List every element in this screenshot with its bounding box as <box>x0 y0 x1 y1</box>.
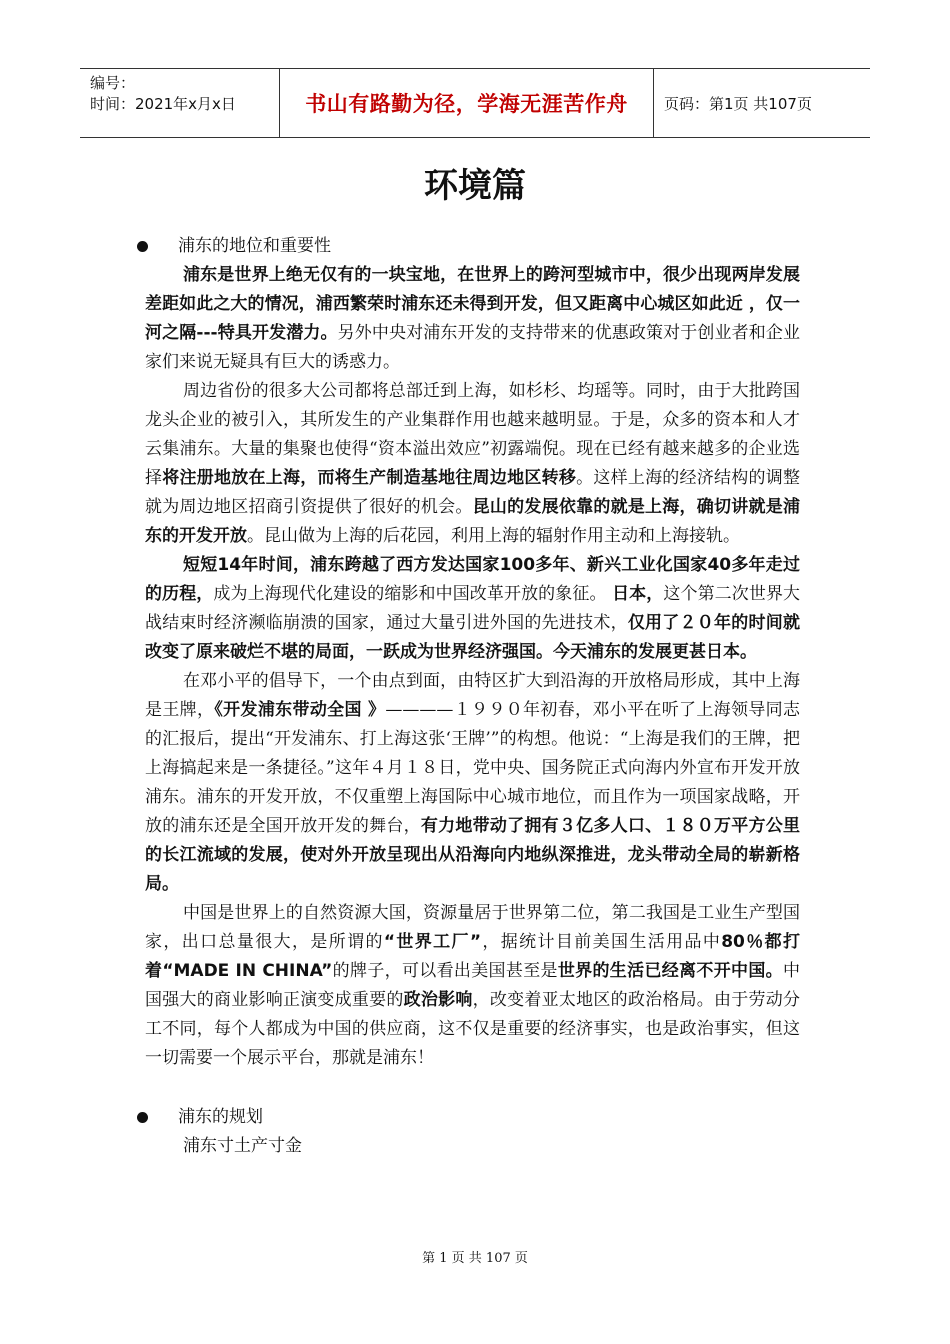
text-run: 中国是世界上的自然资源大国，资源量居于世界第二位，第二我国是工业生产型国家，出口总量很大，是所谓的 <box>145 903 800 952</box>
paragraph-2 <box>145 377 800 551</box>
page-info-text: 页码：第1页 共107页 <box>664 94 812 113</box>
paragraph-4 <box>145 667 800 899</box>
text-run: 这个第二次世界大战结束时经济濒临崩溃的国家，通过大量引进外国的先进技术， <box>145 584 801 633</box>
text-run: 世界的生活已经离不开中国。 <box>557 961 784 981</box>
date-label: 时间：2021年x月x日 <box>90 95 236 113</box>
header-meta <box>80 69 280 137</box>
text-run: 日本， <box>612 584 664 604</box>
section-heading-text: 浦东的规划 <box>178 1107 263 1127</box>
number-label: 编号： <box>90 74 136 92</box>
text-run: 80％都打着“MADE IN CHINA” <box>145 932 800 981</box>
motto-text: 书山有路勤为径，学海无涯苦作舟 <box>305 92 628 116</box>
bullet-icon <box>137 1112 148 1123</box>
text-run: 另外中央对浦东开发的支持带来的优惠政策对于创业者和企业家们来说无疑具有巨大的诱惑力。 <box>145 323 801 372</box>
page-footer: 第 1 页 共 107 页 <box>422 1251 528 1266</box>
header-motto-cell <box>280 69 654 137</box>
text-run: ，改变着亚太地区的政治格局。由于劳动分工不同，每个人都成为中国的供应商，这不仅是重要的经济事实，也是政治事实，但这一切需要一个展示平台，那就是浦东！ <box>145 990 801 1068</box>
section-heading-text: 浦东的地位和重要性 <box>178 236 331 256</box>
text-run: 在邓小平的倡导下，一个由点到面，由特区扩大到沿海的开放格局形成，其中上海是王牌， <box>145 671 800 720</box>
section-line: 浦东寸土产寸金 <box>183 1136 302 1156</box>
paragraph-3 <box>145 551 800 667</box>
text-run: 将注册地放在上海，而将生产制造基地往周边地区转移 <box>162 468 577 488</box>
text-run: 。昆山做为上海的后花园，利用上海的辐射作用主动和上海接轨。 <box>247 526 740 546</box>
text-run: 成为上海现代化建设的缩影和中国改革开放的象征。 <box>213 584 613 604</box>
text-run: “世界工厂” <box>383 932 482 952</box>
text-run: ，据统计目前美国生活用品中 <box>481 932 722 952</box>
paragraph-1 <box>145 261 800 377</box>
text-run: 短短14年时间，浦东跨越了西方发达国家100多年、新兴工业化国家40多年走过的历程， <box>145 555 800 604</box>
main-content <box>145 232 800 1161</box>
text-run: 仅用了２０年的时间就改变了原来破烂不堪的局面，一跃成为世界经济强国。今天浦东的发展更甚日本。 <box>145 613 801 662</box>
paragraph-5 <box>145 899 800 1073</box>
text-run: 周边省份的很多大公司都将总部迁到上海，如杉杉、均瑶等。同时，由于大批跨国龙头企业的被引入，其所发生的产业集群作用也越来越明显。于是，众多的资本和人才云集浦东。大量的集聚也使得“资本溢出效应”初露端倪。现在已经有越来越多的企业选择 <box>145 381 800 488</box>
page-header <box>80 68 870 138</box>
section-heading-status <box>145 232 800 261</box>
page-title: 环境篇 <box>424 166 526 206</box>
text-run: 有力地带动了拥有３亿多人口、１８０万平方公里的长江流域的发展，使对外开放呈现出从沿海向内地纵深推进，龙头带动全局的崭新格局。 <box>145 816 801 894</box>
section-heading-planning <box>145 1103 800 1132</box>
header-page-info <box>654 69 870 137</box>
text-run: 。这样上海的经济结构的调整就为周边地区招商引资提供了很好的机会。 <box>145 468 801 517</box>
text-run: 中国强大的商业影响正演变成重要的 <box>145 961 801 1010</box>
bullet-icon <box>137 241 148 252</box>
text-run: 《开发浦东带动全国 》 <box>214 700 386 720</box>
text-run: 浦东是世界上绝无仅有的一块宝地，在世界上的跨河型城市中，很少出现两岸发展差距如此之大的情况，浦西繁荣时浦东还未得到开发，但又距离中心城区如此近 ，仅一河之隔---特具开发潜力。 <box>145 265 800 343</box>
text-run: 昆山的发展依靠的就是上海，确切讲就是浦东的开发开放 <box>145 497 801 546</box>
text-run: 政治影响 <box>403 990 473 1010</box>
text-run: 的牌子，可以看出美国甚至是 <box>332 961 558 981</box>
text-run: ————１９９０年初春，邓小平在听了上海领导同志的汇报后，提出“开发浦东、打上海这张‘王牌’”的构想。他说：“上海是我们的王牌，把上海搞起来是一条捷径。”这年４月１８日，党中央、国务院正式向海内外宣布开发开放浦东。浦东的开发开放，不仅重塑上海国际中心城市地位，而且作为一项国家战略，开放的浦东还是全国开放开发的舞台， <box>145 700 801 836</box>
